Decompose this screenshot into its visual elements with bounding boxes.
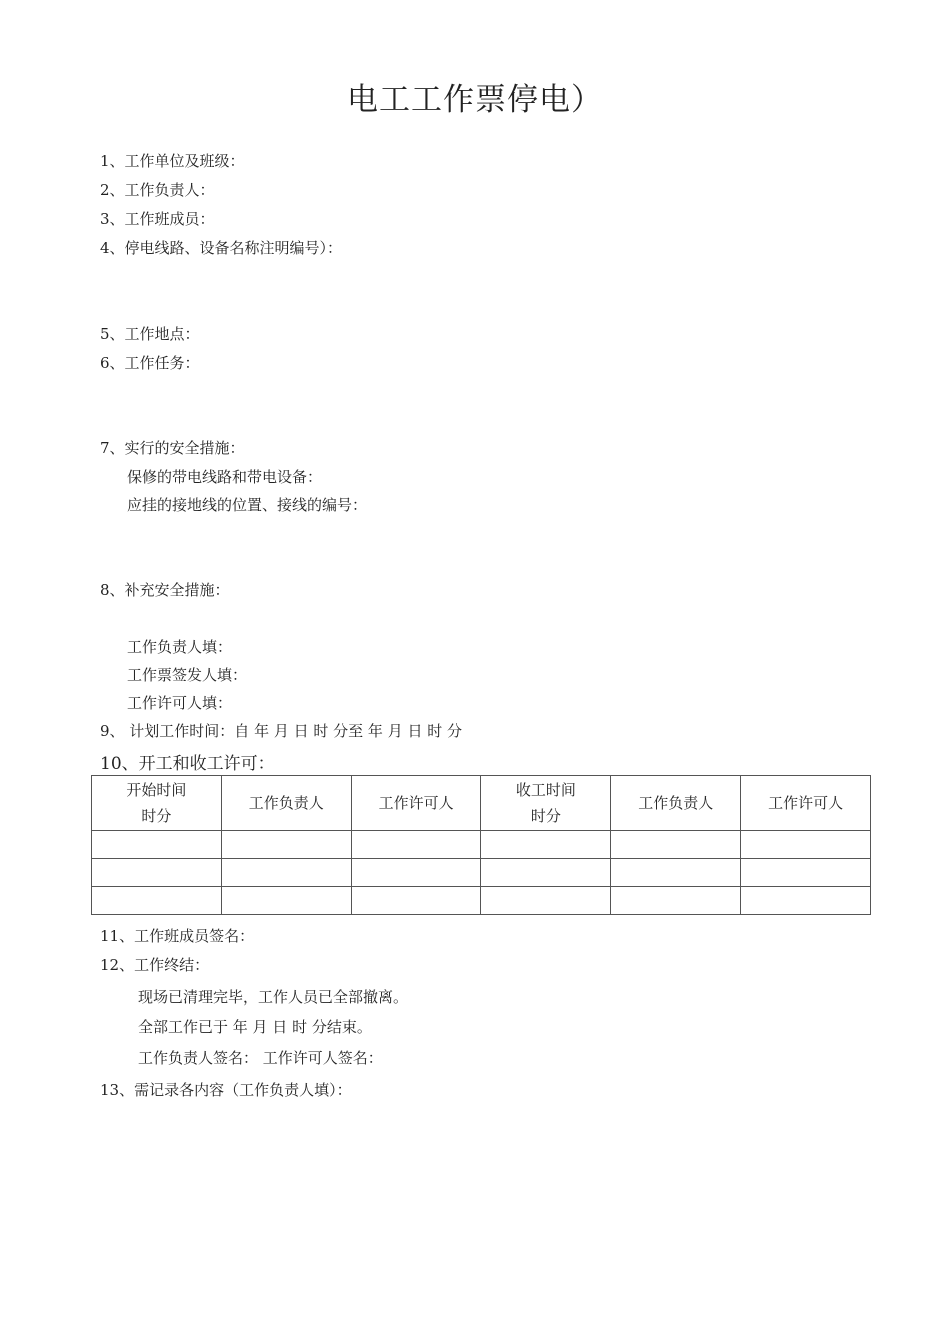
header-work-leader-finish: 工作负责人 xyxy=(611,776,741,831)
item-team-members: 3、工作班成员： xyxy=(100,210,215,228)
item-safety-measures: 7、实行的安全措施： xyxy=(100,439,245,457)
table-row xyxy=(92,859,871,887)
table-cell[interactable] xyxy=(92,859,222,887)
header-start-time-label: 开始时间 xyxy=(126,781,187,799)
table-cell[interactable] xyxy=(351,831,481,859)
header-work-leader-start: 工作负责人 xyxy=(221,776,351,831)
item-final-signatures: 工作负责人签名： 工作许可人签名： xyxy=(138,1049,383,1067)
table-header-row xyxy=(92,776,871,831)
item-team-signature: 11、工作班成员签名： xyxy=(100,927,255,945)
header-finish-time xyxy=(481,776,611,831)
table-row xyxy=(92,831,871,859)
page-title: 电工工作票停电） xyxy=(347,82,603,118)
table-cell[interactable] xyxy=(481,887,611,915)
item-site-cleared: 现场已清理完毕，工作人员已全部撤离。 xyxy=(138,988,409,1006)
header-work-permitter-start: 工作许可人 xyxy=(351,776,481,831)
item-live-equipment: 保修的带电线路和带电设备： xyxy=(127,468,323,486)
table-cell[interactable] xyxy=(481,859,611,887)
header-finish-time-label: 收工时间 xyxy=(515,781,576,799)
header-start-time-unit: 时分 xyxy=(141,807,172,825)
item-work-leader: 2、工作负责人： xyxy=(100,181,215,199)
table-cell[interactable] xyxy=(611,859,741,887)
item-extra-safety: 8、补充安全措施： xyxy=(100,581,230,599)
item-outage-equipment: 4、停电线路、设备名称注明编号）： xyxy=(100,239,343,257)
table-cell[interactable] xyxy=(92,831,222,859)
item-work-termination: 12、工作终结： xyxy=(100,956,210,974)
table-cell[interactable] xyxy=(741,859,871,887)
item-record-content: 13、需记录各内容（工作负责人填）： xyxy=(100,1081,352,1099)
table-cell[interactable] xyxy=(221,831,351,859)
table-cell[interactable] xyxy=(611,887,741,915)
table-cell[interactable] xyxy=(611,831,741,859)
item-issuer-fill: 工作票签发人填： xyxy=(127,666,248,684)
item-work-location: 5、工作地点： xyxy=(100,325,200,343)
table-cell[interactable] xyxy=(351,859,481,887)
item-permitter-fill: 工作许可人填： xyxy=(127,694,233,712)
table-cell[interactable] xyxy=(221,887,351,915)
item-start-finish-permit: 10、开工和收工许可： xyxy=(100,754,275,774)
table-cell[interactable] xyxy=(221,859,351,887)
table-cell[interactable] xyxy=(351,887,481,915)
table-cell[interactable] xyxy=(92,887,222,915)
table-cell[interactable] xyxy=(741,887,871,915)
table-cell[interactable] xyxy=(741,831,871,859)
table-cell[interactable] xyxy=(481,831,611,859)
item-work-unit: 1、工作单位及班级： xyxy=(100,152,245,170)
item-work-finished-time: 全部工作已于 年 月 日 时 分结束。 xyxy=(138,1018,372,1036)
item-leader-fill: 工作负责人填： xyxy=(127,638,233,656)
permit-table xyxy=(91,775,871,915)
header-finish-time-unit: 时分 xyxy=(530,807,561,825)
item-planned-time: 9、 计划工作时间：自 年 月 日 时 分至 年 月 日 时 分 xyxy=(100,722,462,740)
item-work-task: 6、工作任务： xyxy=(100,354,200,372)
header-work-permitter-finish: 工作许可人 xyxy=(741,776,871,831)
header-start-time xyxy=(92,776,222,831)
item-grounding-wire: 应挂的接地线的位置、接线的编号： xyxy=(127,496,368,514)
table-row xyxy=(92,887,871,915)
